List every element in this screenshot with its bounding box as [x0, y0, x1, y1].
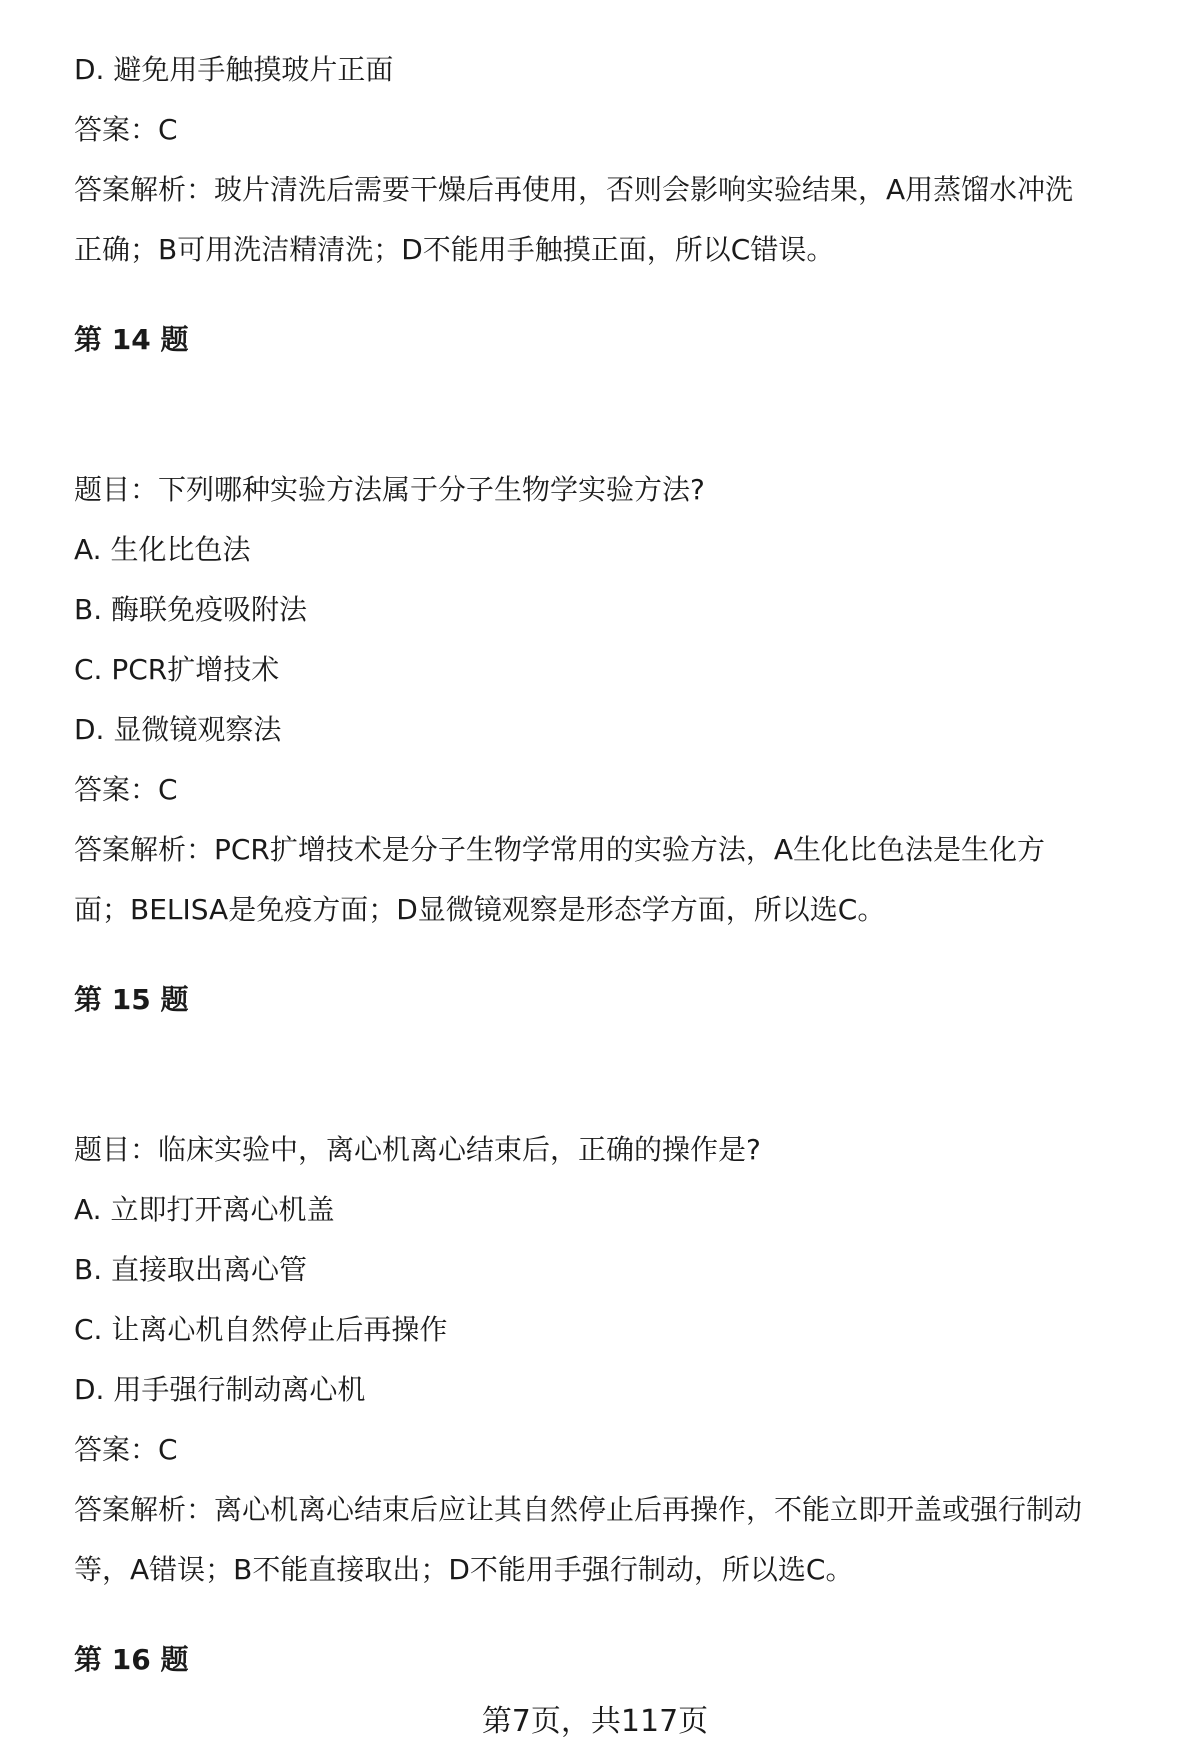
prev-option-d: D. 避免用手触摸玻片正面: [74, 53, 394, 86]
question-14-answer: 答案：C: [74, 773, 178, 806]
question-15-explanation-line1: 答案解析：离心机离心结束后应让其自然停止后再操作，不能立即开盖或强行制动: [74, 1493, 1083, 1526]
prev-explanation-line2: 正确；B可用洗洁精清洗；D不能用手触摸正面，所以C错误。: [74, 233, 835, 266]
question-14-option-c: C. PCR扩增技术: [74, 653, 280, 686]
question-14-stem: 题目：下列哪种实验方法属于分子生物学实验方法?: [74, 473, 705, 506]
question-14-option-d: D. 显微镜观察法: [74, 713, 282, 746]
question-14-explanation-line1: 答案解析：PCR扩增技术是分子生物学常用的实验方法，A生化比色法是生化方: [74, 833, 1046, 866]
question-15-option-d: D. 用手强行制动离心机: [74, 1373, 366, 1406]
question-15-answer: 答案：C: [74, 1433, 178, 1466]
question-16-heading: 第 16 题: [74, 1643, 189, 1676]
prev-answer: 答案：C: [74, 113, 178, 146]
question-15-heading: 第 15 题: [74, 983, 189, 1016]
question-14-explanation-line2: 面；BELISA是免疫方面；D显微镜观察是形态学方面，所以选C。: [74, 893, 886, 926]
page-indicator: 第7页，共117页: [481, 1704, 709, 1739]
question-14-heading: 第 14 题: [74, 323, 189, 356]
question-15-explanation-line2: 等，A错误；B不能直接取出；D不能用手强行制动，所以选C。: [74, 1553, 854, 1586]
question-14-option-a: A. 生化比色法: [74, 533, 251, 566]
question-15-stem: 题目：临床实验中，离心机离心结束后，正确的操作是?: [74, 1133, 761, 1166]
question-15-option-b: B. 直接取出离心管: [74, 1253, 308, 1286]
question-15-option-c: C. 让离心机自然停止后再操作: [74, 1313, 448, 1346]
question-15-option-a: A. 立即打开离心机盖: [74, 1193, 335, 1226]
question-14-option-b: B. 酶联免疫吸附法: [74, 593, 308, 626]
prev-explanation-line1: 答案解析：玻片清洗后需要干燥后再使用，否则会影响实验结果，A用蒸馏水冲洗: [74, 173, 1074, 206]
